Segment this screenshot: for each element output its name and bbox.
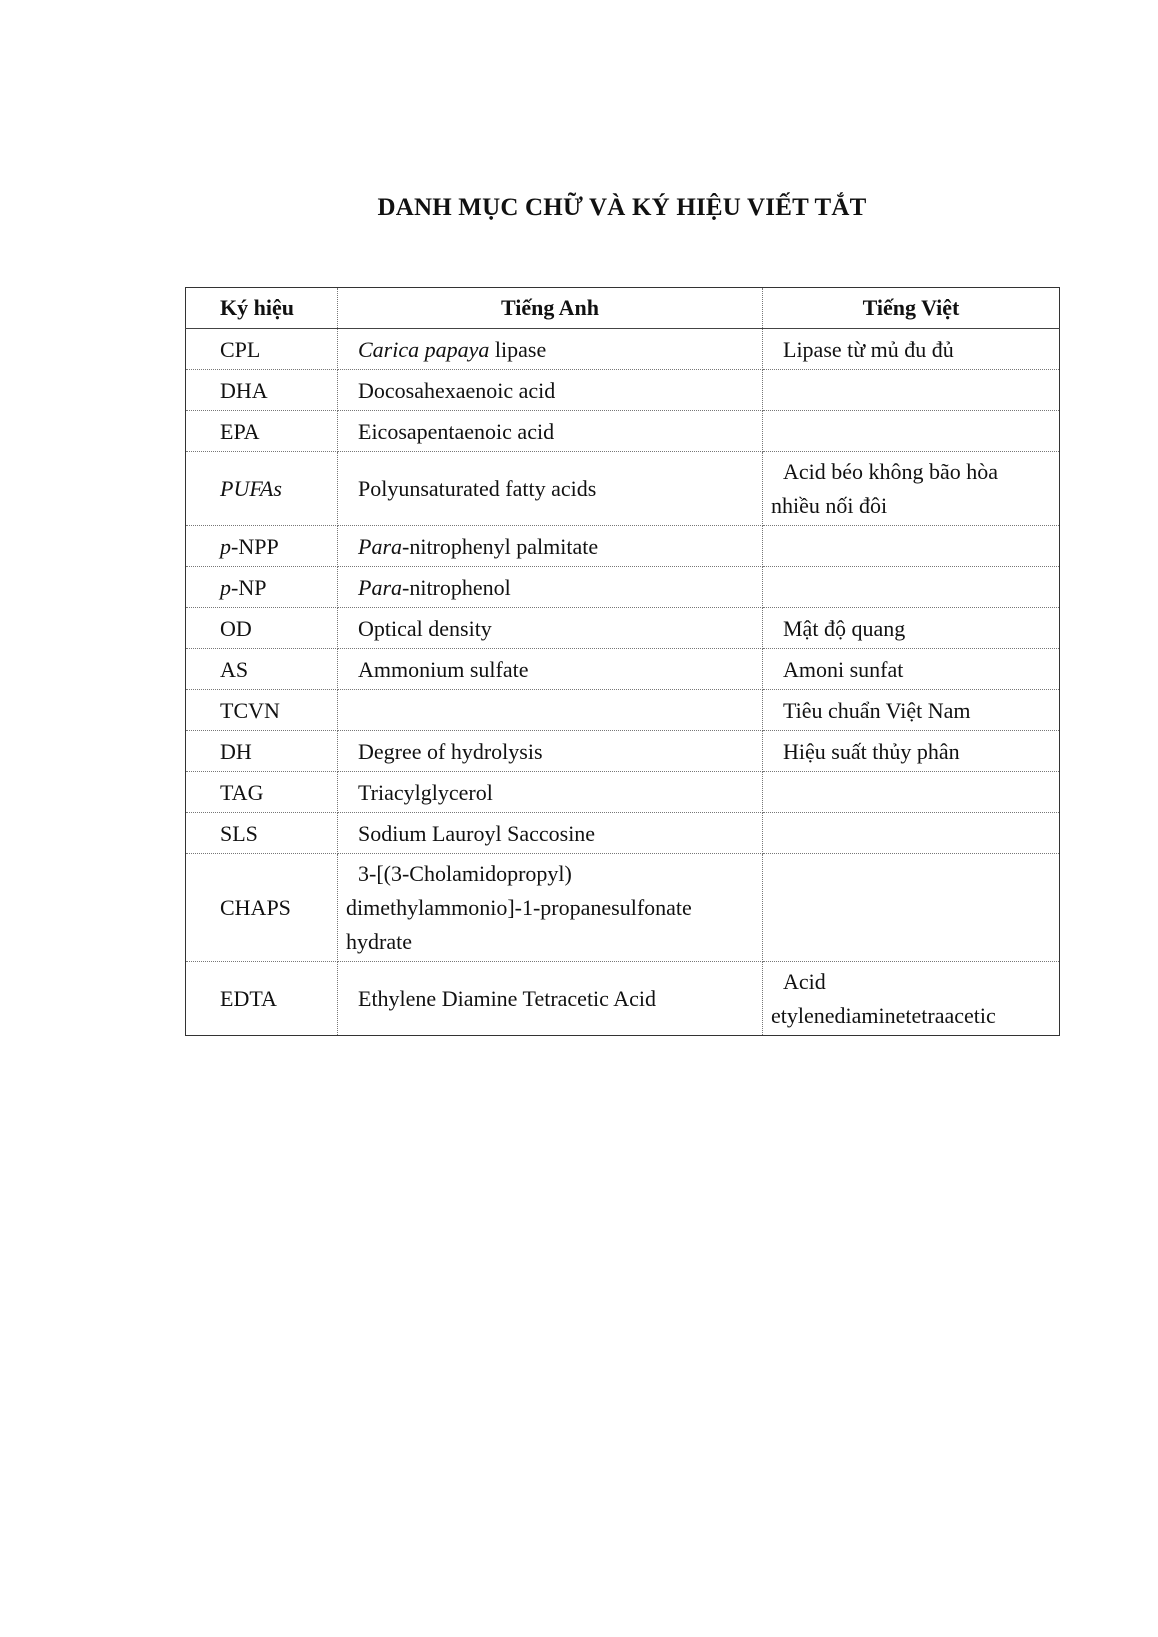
symbol-cell: OD <box>186 608 338 649</box>
symbol-cell: DHA <box>186 370 338 411</box>
english-cell <box>338 690 763 731</box>
vietnamese-cell: Mật độ quang <box>763 608 1060 649</box>
english-cell: Ethylene Diamine Tetracetic Acid <box>338 962 763 1036</box>
header-english: Tiếng Anh <box>338 288 763 329</box>
vietnamese-cell: Acid etylenediaminetetraacetic <box>771 969 996 1028</box>
vietnamese-cell: Lipase từ mủ đu đủ <box>763 329 1060 370</box>
symbol-cell: DH <box>186 731 338 772</box>
symbol-cell: p-NP <box>186 567 338 608</box>
symbol-cell: AS <box>186 649 338 690</box>
english-cell: Eicosapentaenoic acid <box>338 411 763 452</box>
symbol-cell: EDTA <box>186 962 338 1036</box>
vietnamese-cell <box>763 772 1060 813</box>
vietnamese-cell <box>763 411 1060 452</box>
table-row <box>186 690 1060 731</box>
english-cell: Triacylglycerol <box>338 772 763 813</box>
table-row <box>186 608 1060 649</box>
english-cell: 3-[(3-Cholamidopropyl) dimethylammonio]-1-propanesulfonate hydrate <box>338 854 763 962</box>
header-symbol: Ký hiệu <box>186 288 338 329</box>
english-cell: Docosahexaenoic acid <box>338 370 763 411</box>
vietnamese-cell <box>763 370 1060 411</box>
table-row <box>186 649 1060 690</box>
page-title: DANH MỤC CHỮ VÀ KÝ HIỆU VIẾT TẮT <box>377 194 867 221</box>
vietnamese-cell <box>763 813 1060 854</box>
table-row <box>186 854 1060 962</box>
symbol-cell: p-NPP <box>186 526 338 567</box>
table-header-row <box>186 288 1060 329</box>
vietnamese-cell <box>763 526 1060 567</box>
symbol-cell: TCVN <box>186 690 338 731</box>
symbol-cell: EPA <box>186 411 338 452</box>
table-row <box>186 772 1060 813</box>
symbol-cell: CHAPS <box>186 854 338 962</box>
table-row <box>186 813 1060 854</box>
table-row <box>186 731 1060 772</box>
table-row <box>186 567 1060 608</box>
table-row <box>186 962 1060 1036</box>
english-cell: Polyunsaturated fatty acids <box>338 452 763 526</box>
table-row <box>186 452 1060 526</box>
english-cell: Carica papaya lipase <box>338 329 763 370</box>
header-vietnamese: Tiếng Việt <box>763 288 1060 329</box>
symbol-cell: TAG <box>186 772 338 813</box>
symbol-cell: CPL <box>186 329 338 370</box>
table-row <box>186 329 1060 370</box>
english-cell: Optical density <box>338 608 763 649</box>
english-cell: Sodium Lauroyl Saccosine <box>338 813 763 854</box>
vietnamese-cell: Amoni sunfat <box>763 649 1060 690</box>
vietnamese-cell <box>763 854 1060 962</box>
english-cell: Para-nitrophenol <box>338 567 763 608</box>
symbol-cell: SLS <box>186 813 338 854</box>
vietnamese-cell: Hiệu suất thủy phân <box>763 731 1060 772</box>
vietnamese-cell: Tiêu chuẩn Việt Nam <box>763 690 1060 731</box>
table-row <box>186 411 1060 452</box>
english-cell: Para-nitrophenyl palmitate <box>338 526 763 567</box>
vietnamese-cell <box>763 567 1060 608</box>
english-cell: Degree of hydrolysis <box>338 731 763 772</box>
table-row <box>186 370 1060 411</box>
abbreviation-table <box>185 287 1060 1036</box>
table-row <box>186 526 1060 567</box>
english-cell: Ammonium sulfate <box>338 649 763 690</box>
vietnamese-cell: Acid béo không bão hòa nhiều nối đôi <box>763 452 1060 526</box>
symbol-cell: PUFAs <box>186 452 338 526</box>
